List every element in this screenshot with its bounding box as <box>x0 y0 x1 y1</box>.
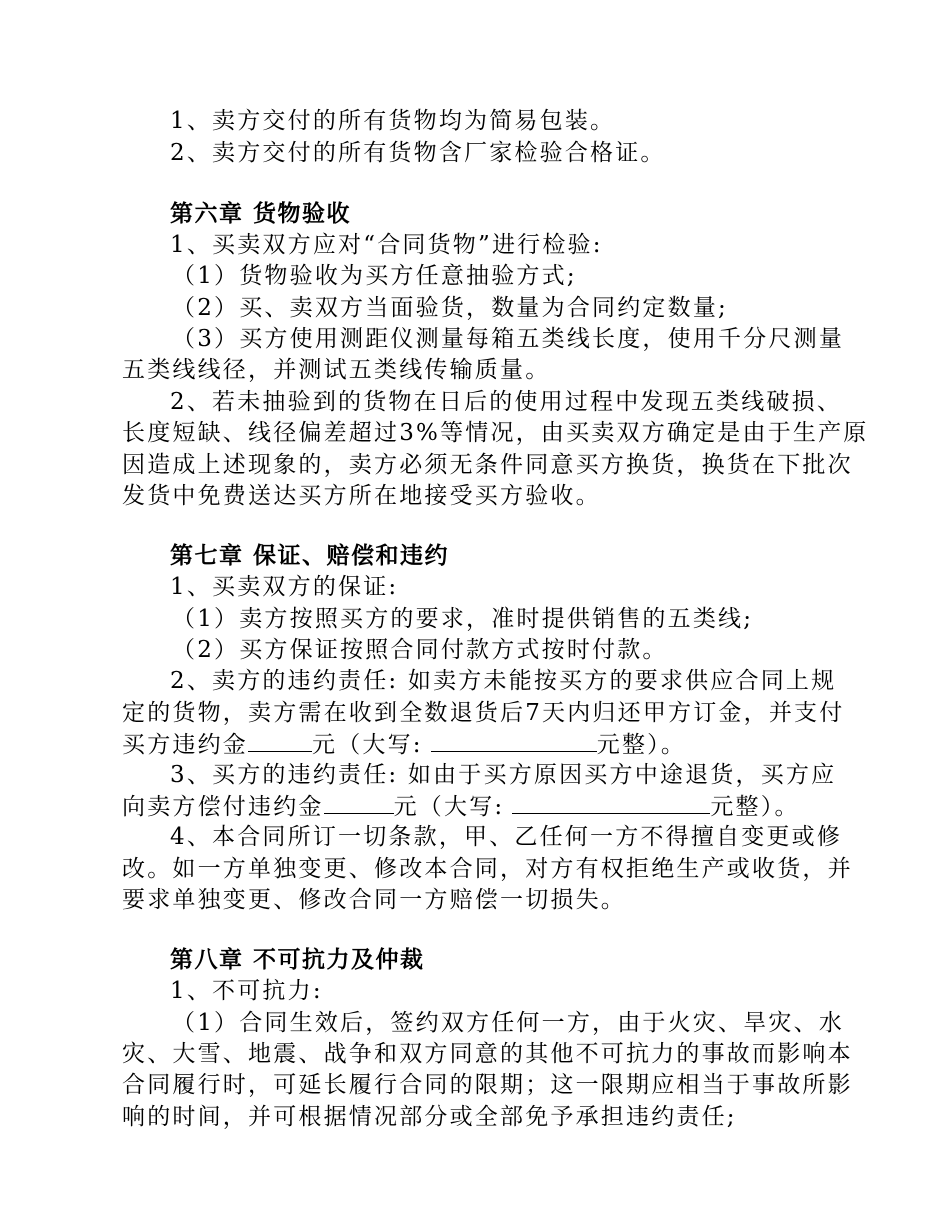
chapter8-heading: 第八章 不可抗力及仲裁 <box>170 947 425 973</box>
chapter8-sub-1-line-4: 响的时间，并可根据情况部分或全部免予承担违约责任; <box>122 1104 737 1130</box>
amount-caps-label: 元（大写: <box>312 732 423 758</box>
chapter6-sub-2: （2）买、卖双方当面验货，数量为合同约定数量; <box>172 295 728 321</box>
chapter8-sub-1-line-1: （1）合同生效后，签约双方任何一方，由于火灾、旱灾、水 <box>172 1010 845 1036</box>
chapter7-sub-2: （2）买方保证按照合同付款方式按时付款。 <box>172 637 668 663</box>
chapter6-item-2-line-3: 因造成上述现象的，卖方必须无条件同意买方换货，换货在下批次 <box>122 452 853 478</box>
chapter8-item-1: 1、不可抗力: <box>170 978 323 1004</box>
chapter6-heading: 第六章 货物验收 <box>170 201 352 227</box>
compensation-label: 向卖方偿付违约金 <box>122 794 324 820</box>
compensation-amount-blank <box>324 791 394 814</box>
chapter6-sub-3-line-1: （3）买方使用测距仪测量每箱五类线长度，使用千分尺测量 <box>172 326 845 352</box>
chapter7-item-2-line-3 <box>122 729 857 760</box>
chapter6-item-2-line-1: 2、若未抽验到的货物在日后的使用过程中发现五类线破损、 <box>170 389 843 415</box>
chapter7-item-3-line-2 <box>122 791 857 822</box>
compensation-caps-blank <box>512 791 710 814</box>
penalty-amount-blank <box>248 729 312 752</box>
amount-caps-label: 元（大写: <box>393 794 505 820</box>
amount-suffix: 元整）。 <box>596 732 687 758</box>
chapter6-sub-3-line-2: 五类线线径，并测试五类线传输质量。 <box>122 357 551 383</box>
amount-suffix: 元整）。 <box>710 794 800 820</box>
chapter7-item-2-line-1: 2、卖方的违约责任: 如卖方未能按买方的要求供应合同上规 <box>170 668 837 694</box>
chapter6-sub-1: （1）货物验收为买方任意抽验方式; <box>172 263 577 289</box>
section5-item-1: 1、卖方交付的所有货物均为简易包装。 <box>170 108 616 134</box>
chapter7-item-4-line-3: 要求单独变更、修改合同一方赔偿一切损失。 <box>122 887 626 913</box>
chapter7-item-1: 1、买卖双方的保证: <box>170 574 399 600</box>
chapter6-item-2-line-2: 长度短缺、线径偏差超过3%等情况，由买卖双方确定是由于生产原 <box>122 420 869 446</box>
chapter7-sub-1: （1）卖方按照买方的要求，准时提供销售的五类线; <box>172 606 754 632</box>
chapter6-item-2-line-4: 发货中免费送达买方所在地接受买方验收。 <box>122 483 601 509</box>
chapter7-item-4-line-2: 改。如一方单独变更、修改本合同，对方有权拒绝生产或收货，并 <box>122 856 853 882</box>
chapter7-item-4-line-1: 4、本合同所订一切条款，甲、乙任何一方不得擅自变更或修 <box>170 824 843 850</box>
chapter7-item-3-line-1: 3、买方的违约责任: 如由于买方原因买方中途退货，买方应 <box>170 762 837 788</box>
chapter8-sub-1-line-3: 合同履行时，可延长履行合同的限期；这一限期应相当于事故所影 <box>122 1072 853 1098</box>
penalty-label: 买方违约金 <box>122 732 248 758</box>
penalty-caps-blank <box>431 729 597 752</box>
chapter8-sub-1-line-2: 灾、大雪、地震、战争和双方同意的其他不可抗力的事故而影响本 <box>122 1041 853 1067</box>
chapter7-item-2-line-2: 定的货物，卖方需在收到全数退货后7天内归还甲方订金，并支付 <box>122 700 845 726</box>
chapter6-item-1: 1、买卖双方应对“合同货物”进行检验: <box>170 232 603 258</box>
chapter7-heading: 第七章 保证、赔偿和违约 <box>170 543 450 569</box>
section5-item-2: 2、卖方交付的所有货物含厂家检验合格证。 <box>170 140 666 166</box>
